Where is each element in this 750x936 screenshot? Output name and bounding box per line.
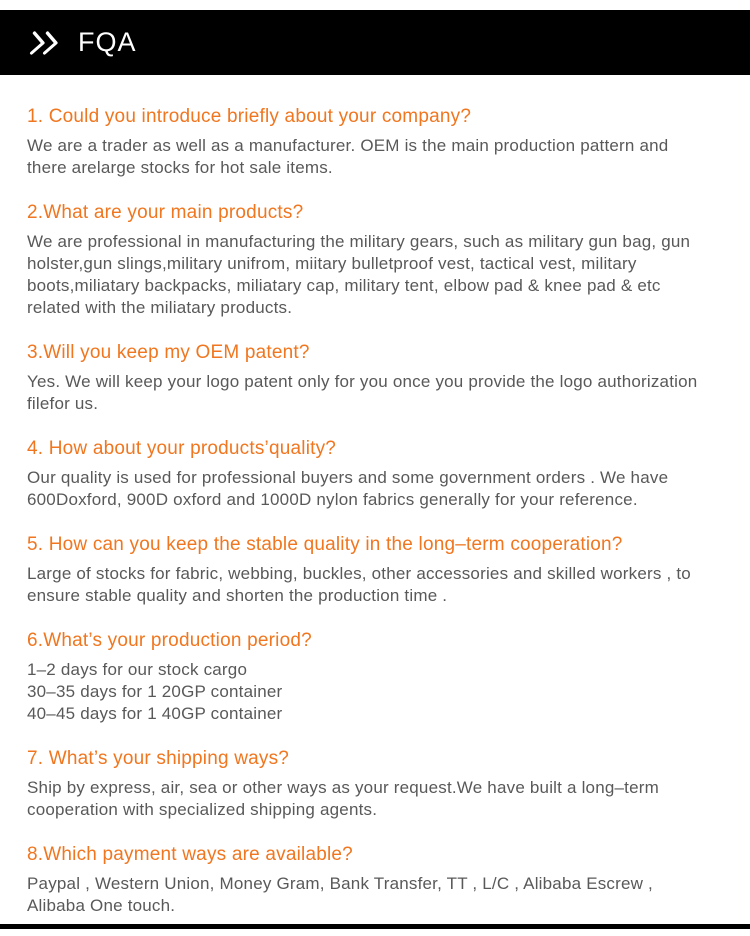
- faq-item: [27, 201, 708, 319]
- faq-item: [27, 843, 708, 917]
- faq-answer: Large of stocks for fabric, webbing, buckles, other accessories and skilled workers , to ensure stable quality and shorten the production time .: [27, 564, 691, 605]
- faq-answer: Paypal , Western Union, Money Gram, Bank Transfer, TT , L/C , Alibaba Escrew , Alibaba One touch.: [27, 874, 653, 915]
- faq-question: 3.Will you keep my OEM patent?: [27, 342, 310, 363]
- faq-item: [27, 341, 708, 415]
- faq-item: [27, 629, 708, 725]
- faq-answer: We are a trader as well as a manufacturer. OEM is the main production pattern and there arelarge stocks for hot sale items.: [27, 136, 669, 177]
- faq-answer: Ship by express, air, sea or other ways as your request.We have built a long–term cooperation with specialized shipping agents.: [27, 778, 659, 819]
- faq-question: 6.What’s your production period?: [27, 630, 312, 651]
- page-title: FQA: [78, 27, 137, 57]
- faq-item: [27, 533, 708, 607]
- faq-answer: Yes. We will keep your logo patent only for you once you provide the logo authorization filefor us.: [27, 372, 698, 413]
- faq-item: [27, 437, 708, 511]
- faq-item: [27, 105, 708, 179]
- bottom-divider: [0, 924, 750, 929]
- double-chevron-icon: [28, 30, 66, 56]
- faq-answer: Our quality is used for professional buyers and some government orders . We have 600Doxford, 900D oxford and 1000D nylon fabrics generally for your reference.: [27, 468, 669, 509]
- faq-question: 4. How about your products’quality?: [27, 438, 337, 459]
- faq-answer: 40–45 days for 1 40GP container: [27, 704, 283, 723]
- faq-question: 5. How can you keep the stable quality in the long–term cooperation?: [27, 534, 623, 555]
- faq-question: 7. What’s your shipping ways?: [27, 748, 290, 769]
- faq-answer: 1–2 days for our stock cargo: [27, 660, 248, 679]
- header-bar: [0, 10, 750, 75]
- faq-item: [27, 747, 708, 821]
- faq-list: [0, 75, 750, 917]
- faq-answer: 30–35 days for 1 20GP container: [27, 682, 283, 701]
- faq-question: 8.Which payment ways are available?: [27, 844, 353, 865]
- faq-question: 1. Could you introduce briefly about your company?: [27, 106, 472, 127]
- faq-question: 2.What are your main products?: [27, 202, 304, 223]
- faq-answer: We are professional in manufacturing the military gears, such as military gun bag, gun holster,gun slings,military unifrom, miitary bulletproof vest, tactical vest, military boots,miliatary backpacks, miliatary cap, military tent, elbow pad & knee pad & etc related with the miliatary products.: [27, 232, 691, 317]
